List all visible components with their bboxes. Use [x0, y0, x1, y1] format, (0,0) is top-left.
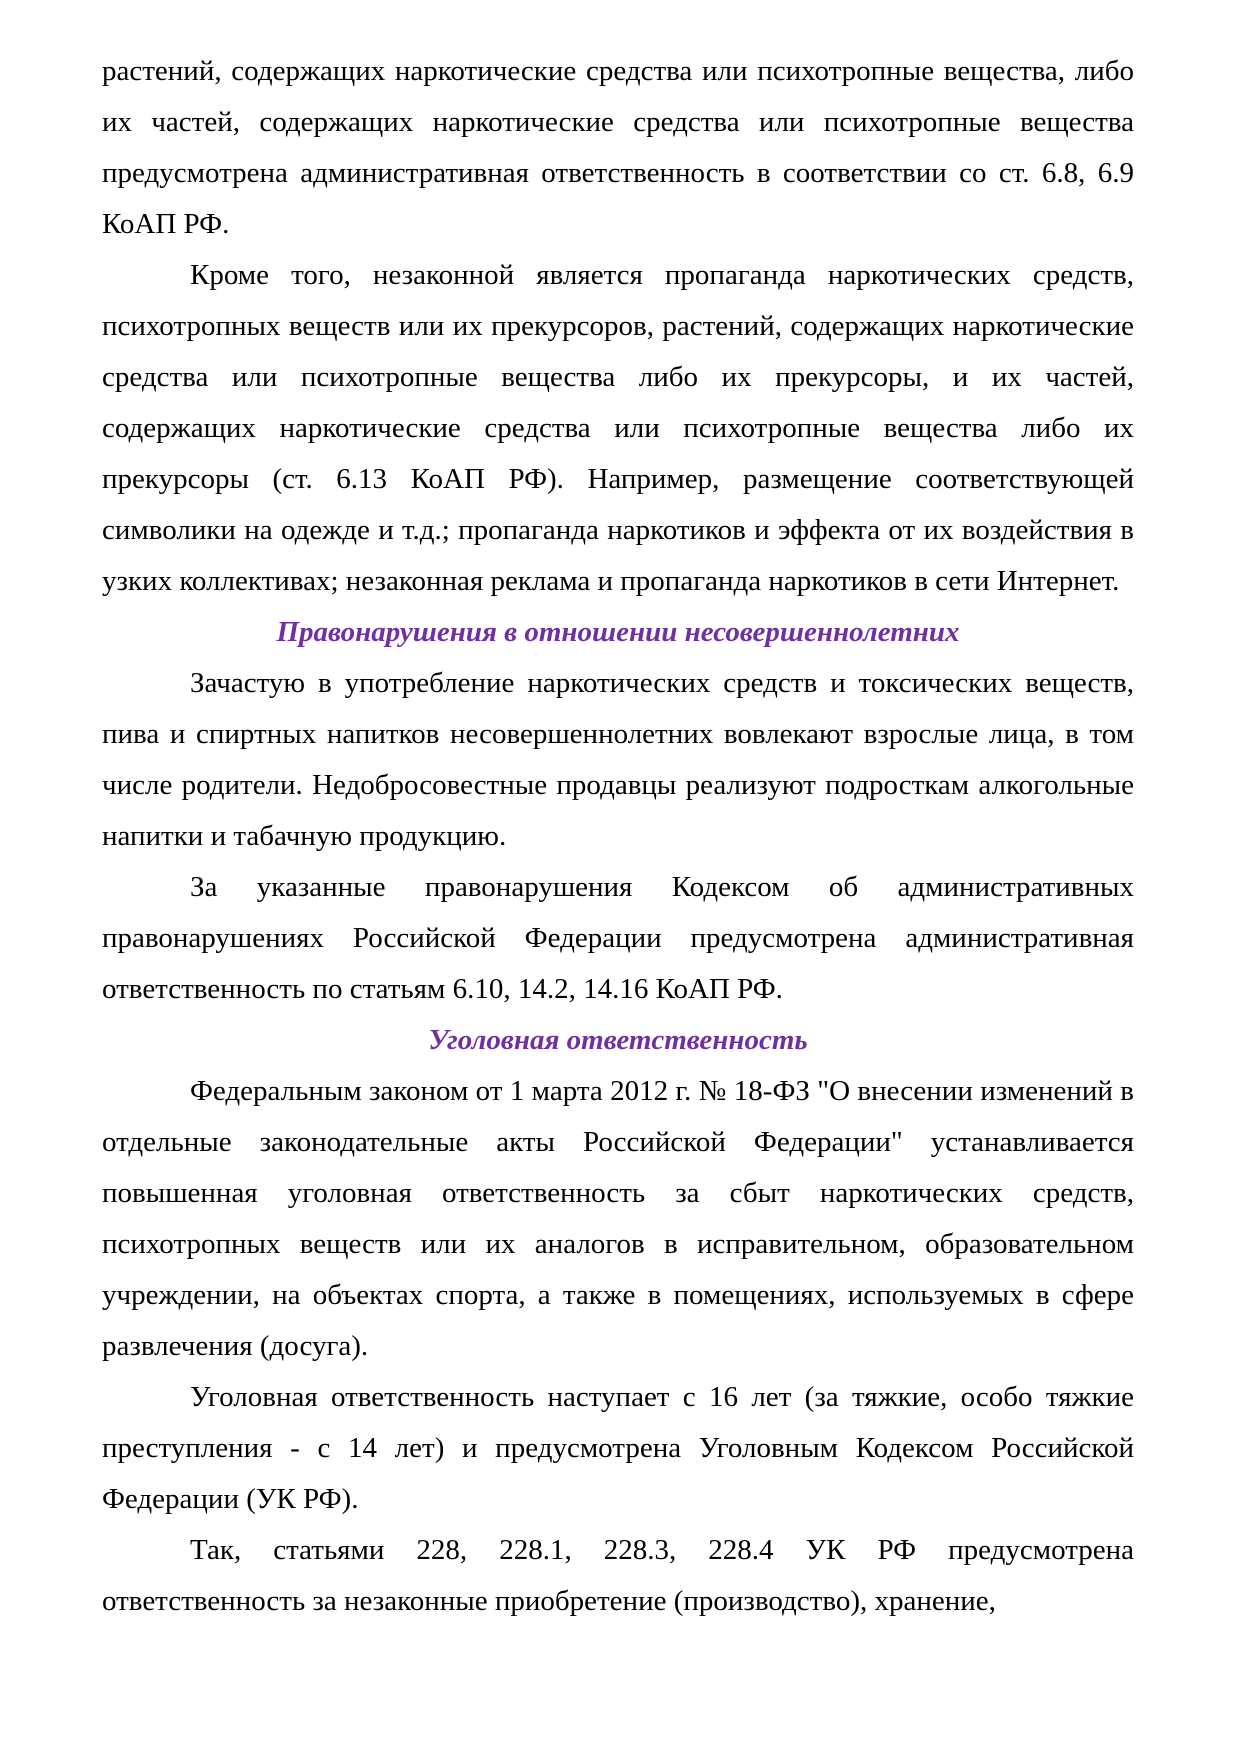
paragraph: Кроме того, незаконной является пропаганда наркотических средств, психотропных веществ или их прекурсоров, растений, содержащих наркотические средства или психотропные вещества либо их прекурсоры, и их частей, содержащих наркотические средства или психотропные вещества либо их прекурсоры (ст. 6.13 КоАП РФ). Например, размещение соответствующей символики на одежде и т.д.; пропаганда наркотиков и эффекта от их воздействия в узких коллективах; незаконная реклама и пропаганда наркотиков в сети Интернет.: [102, 259, 1134, 597]
document-body: [102, 46, 1134, 1627]
section-heading: Правонарушения в отношении несовершеннолетних: [276, 616, 960, 648]
paragraph: Так, статьями 228, 228.1, 228.3, 228.4 УК РФ предусмотрена ответственность за незаконные приобретение (производство), хранение,: [102, 1534, 1134, 1617]
paragraph: Уголовная ответственность наступает с 16 лет (за тяжкие, особо тяжкие преступления - с 14 лет) и предусмотрена Уголовным Кодексом Российской Федерации (УК РФ).: [102, 1381, 1134, 1515]
paragraph: Федеральным законом от 1 марта 2012 г. № 18-ФЗ "О внесении изменений в отдельные законодательные акты Российской Федерации" устанавливается повышенная уголовная ответственность за сбыт наркотических средств, психотропных веществ или их аналогов в исправительном, образовательном учреждении, на объектах спорта, а также в помещениях, используемых в сфере развлечения (досуга).: [102, 1075, 1134, 1362]
paragraph: растений, содержащих наркотические средства или психотропные вещества, либо их частей, содержащих наркотические средства или психотропные вещества предусмотрена административная ответственность в соответствии со ст. 6.8, 6.9 КоАП РФ.: [102, 55, 1134, 240]
paragraph: Зачастую в употребление наркотических средств и токсических веществ, пива и спиртных напитков несовершеннолетних вовлекают взрослые лица, в том числе родители. Недобросовестные продавцы реализуют подросткам алкогольные напитки и табачную продукцию.: [102, 667, 1134, 852]
section-heading: Уголовная ответственность: [428, 1024, 808, 1056]
paragraph: За указанные правонарушения Кодексом об административных правонарушениях Российской Федерации предусмотрена административная ответственность по статьям 6.10, 14.2, 14.16 КоАП РФ.: [102, 871, 1134, 1005]
